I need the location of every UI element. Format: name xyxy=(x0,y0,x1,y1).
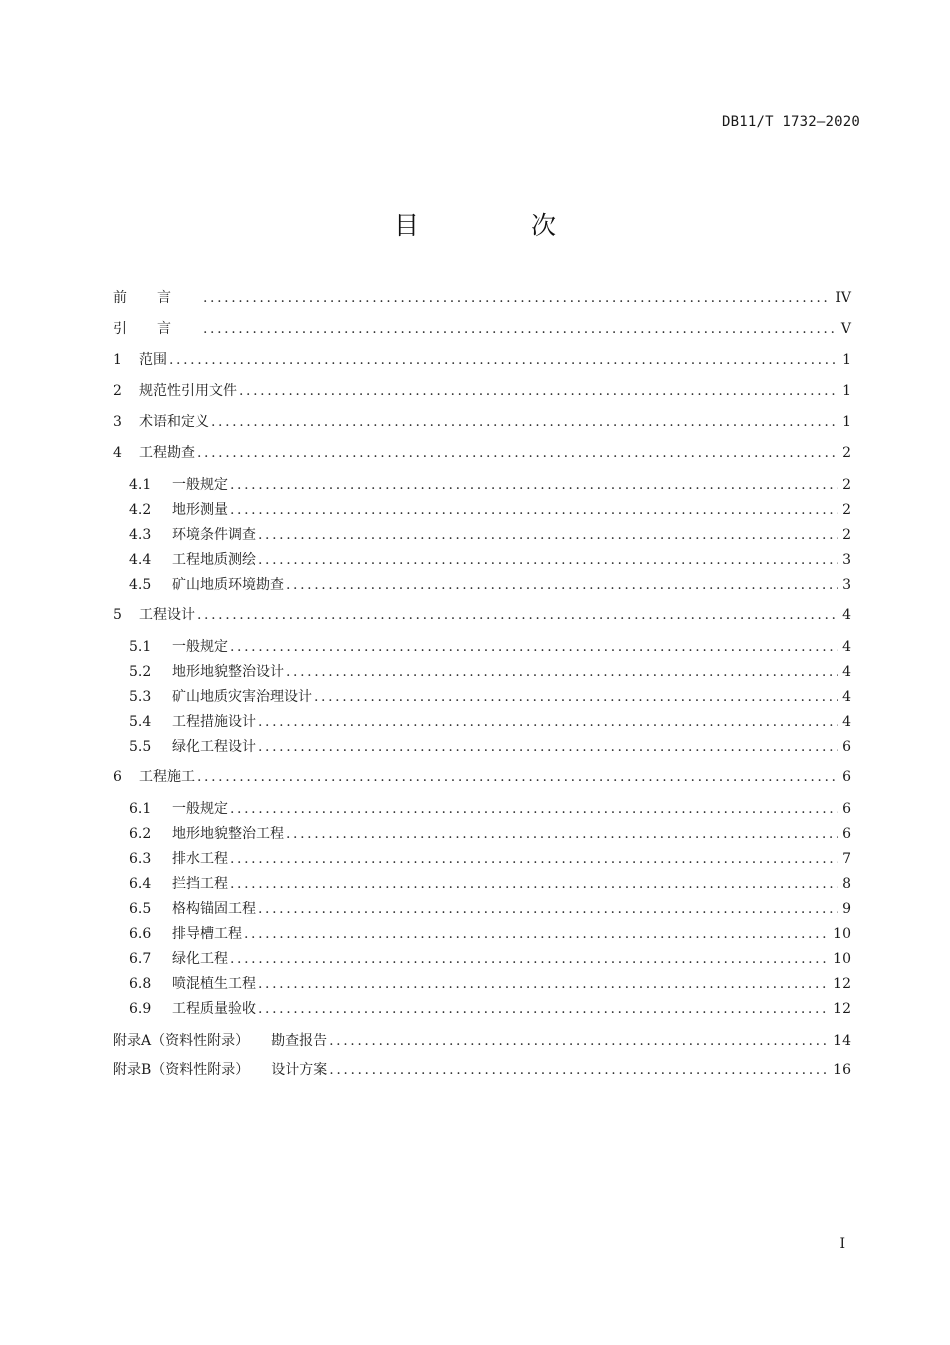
toc-leader-dots xyxy=(230,476,838,494)
toc-entry-label: 绿化工程设计 xyxy=(172,739,256,755)
toc-entry-label: 格构锚固工程 xyxy=(172,901,256,917)
toc-subentry[interactable] xyxy=(113,501,851,526)
toc-leader-dots xyxy=(286,825,838,843)
toc-entry-number: 6.4 xyxy=(129,876,152,892)
toc-entry-page: 16 xyxy=(833,1062,851,1078)
toc-entry-page: 12 xyxy=(833,1001,851,1017)
toc-entry-number: 6.8 xyxy=(129,976,152,992)
toc-leader-dots xyxy=(258,1000,829,1018)
toc-entry-label: 前言 xyxy=(113,290,201,306)
toc-leader-dots xyxy=(197,768,838,786)
toc-leader-dots xyxy=(203,320,837,338)
toc-entry-page: 2 xyxy=(842,477,851,493)
toc-entry-number: 6.3 xyxy=(129,851,152,867)
toc-entry-label: 设计方案 xyxy=(271,1062,328,1078)
toc-entry-number: 5.4 xyxy=(129,714,152,730)
toc-entry-page: 4 xyxy=(842,639,851,655)
toc-entry-page: 1 xyxy=(842,414,851,430)
toc-entry-label: 矿山地质环境勘查 xyxy=(172,577,284,593)
toc-leader-dots xyxy=(258,900,838,918)
toc-entry-label: 矿山地质灾害治理设计 xyxy=(172,689,312,705)
toc-subentry[interactable] xyxy=(113,576,851,601)
toc-entry-number: 4.5 xyxy=(129,577,152,593)
toc-entry-page: 4 xyxy=(842,664,851,680)
toc-leader-dots xyxy=(211,413,838,431)
toc-subentry[interactable] xyxy=(113,738,851,763)
toc-entry[interactable] xyxy=(113,763,851,794)
page-number: I xyxy=(839,1236,845,1252)
toc-leader-dots xyxy=(258,713,838,731)
toc-annex-prefix: 附录A（资料性附录） xyxy=(113,1033,250,1049)
toc-subentry[interactable] xyxy=(113,794,851,825)
toc-subentry[interactable] xyxy=(113,688,851,713)
toc-entry-page: 2 xyxy=(842,445,851,461)
toc-entry-page: V xyxy=(840,321,851,337)
toc-entry-page: 8 xyxy=(842,876,851,892)
toc-leader-dots xyxy=(230,501,838,519)
toc-entry[interactable] xyxy=(113,439,851,470)
toc-entry-label: 喷混植生工程 xyxy=(172,976,256,992)
toc-entry-label: 一般规定 xyxy=(172,801,228,817)
toc-entry-page: 1 xyxy=(842,352,851,368)
toc-subentry[interactable] xyxy=(113,632,851,663)
toc-entry-label: 工程地质测绘 xyxy=(172,552,256,568)
toc-entry-page: IV xyxy=(835,290,851,306)
toc-leader-dots xyxy=(230,850,838,868)
toc-entry-foreword[interactable] xyxy=(113,284,851,315)
toc-entry-page: 3 xyxy=(842,552,851,568)
toc-entry-label: 一般规定 xyxy=(172,639,228,655)
toc-leader-dots xyxy=(230,950,829,968)
toc-entry-page: 6 xyxy=(842,769,851,785)
toc-leader-dots xyxy=(244,925,829,943)
toc-leader-dots xyxy=(329,1061,829,1079)
toc-entry-label: 范围 xyxy=(139,352,167,368)
toc-entry[interactable] xyxy=(113,601,851,632)
toc-entry-page: 12 xyxy=(833,976,851,992)
toc-entry-page: 6 xyxy=(842,826,851,842)
toc-leader-dots xyxy=(197,606,838,624)
toc-entry-number: 4 xyxy=(113,445,122,461)
toc-entry-label: 绿化工程 xyxy=(172,951,228,967)
toc-entry-page: 4 xyxy=(842,607,851,623)
toc-leader-dots xyxy=(230,638,838,656)
toc-entry[interactable] xyxy=(113,377,851,408)
toc-subentry[interactable] xyxy=(113,975,851,1000)
toc-entry-page: 2 xyxy=(842,527,851,543)
toc-leader-dots xyxy=(169,351,838,369)
toc-entry-page: 6 xyxy=(842,739,851,755)
toc-entry-label: 工程施工 xyxy=(139,769,195,785)
toc-entry-number: 6 xyxy=(113,769,122,785)
toc-entry-label: 工程设计 xyxy=(139,607,195,623)
toc-leader-dots xyxy=(258,738,838,756)
toc-entry-page: 10 xyxy=(833,951,851,967)
toc-entry-number: 6.1 xyxy=(129,801,152,817)
toc-entry-number: 4.2 xyxy=(129,502,152,518)
toc-annex-prefix: 附录B（资料性附录） xyxy=(113,1062,250,1078)
toc-entry-number: 1 xyxy=(113,352,122,368)
toc-entry-number: 5.1 xyxy=(129,639,152,655)
toc-entry-label: 地形地貌整治工程 xyxy=(172,826,284,842)
toc-subentry[interactable] xyxy=(113,663,851,688)
toc-entry-label: 勘查报告 xyxy=(271,1033,328,1049)
toc-leader-dots xyxy=(258,551,838,569)
toc-subentry[interactable] xyxy=(113,825,851,850)
toc-entry-number: 5.2 xyxy=(129,664,152,680)
toc-entry-number: 4.4 xyxy=(129,552,152,568)
toc-subentry[interactable] xyxy=(113,850,851,875)
toc-entry-label: 地形地貌整治设计 xyxy=(172,664,284,680)
toc-entry-number: 6.7 xyxy=(129,951,152,967)
toc-subentry[interactable] xyxy=(113,526,851,551)
toc-entry-label: 环境条件调查 xyxy=(172,527,256,543)
toc-entry-page: 2 xyxy=(842,502,851,518)
toc-leader-dots xyxy=(230,800,838,818)
toc-entry-number: 2 xyxy=(113,383,122,399)
toc-title: 目 次 xyxy=(394,211,608,240)
toc-subentry[interactable] xyxy=(113,925,851,950)
toc-entry-number: 4.3 xyxy=(129,527,152,543)
document-code: DB11/T 1732—2020 xyxy=(721,114,860,130)
toc-entry-label: 排水工程 xyxy=(172,851,228,867)
toc-entry-page: 3 xyxy=(842,577,851,593)
toc-entry-label: 工程措施设计 xyxy=(172,714,256,730)
toc-subentry[interactable] xyxy=(113,551,851,576)
toc-leader-dots xyxy=(286,576,838,594)
toc-entry-label: 地形测量 xyxy=(172,502,228,518)
toc-entry[interactable] xyxy=(113,408,851,439)
toc-entry-annex-b[interactable] xyxy=(113,1056,851,1087)
toc-entry-page: 4 xyxy=(842,689,851,705)
toc-subentry[interactable] xyxy=(113,1000,851,1025)
toc-entry-number: 3 xyxy=(113,414,122,430)
toc-entry-number: 5 xyxy=(113,607,122,623)
toc-entry-number: 5.3 xyxy=(129,689,152,705)
toc-leader-dots xyxy=(286,663,838,681)
toc-leader-dots xyxy=(230,875,838,893)
table-of-contents xyxy=(113,284,851,1087)
toc-entry-label: 工程勘查 xyxy=(139,445,195,461)
toc-leader-dots xyxy=(239,382,838,400)
toc-entry-label: 排导槽工程 xyxy=(172,926,242,942)
toc-entry-label: 拦挡工程 xyxy=(172,876,228,892)
toc-entry-label: 规范性引用文件 xyxy=(139,383,237,399)
toc-entry-label: 引言 xyxy=(113,321,201,337)
toc-entry-page: 14 xyxy=(833,1033,851,1049)
toc-entry-page: 1 xyxy=(842,383,851,399)
toc-leader-dots xyxy=(258,975,829,993)
toc-entry-number: 5.5 xyxy=(129,739,152,755)
toc-entry[interactable] xyxy=(113,346,851,377)
toc-leader-dots xyxy=(197,444,838,462)
toc-entry-number: 6.5 xyxy=(129,901,152,917)
toc-entry-page: 9 xyxy=(842,901,851,917)
toc-leader-dots xyxy=(329,1032,829,1050)
toc-entry-page: 4 xyxy=(842,714,851,730)
toc-subentry[interactable] xyxy=(113,713,851,738)
toc-entry-annex-a[interactable] xyxy=(113,1025,851,1056)
toc-entry-number: 6.2 xyxy=(129,826,152,842)
toc-leader-dots xyxy=(314,688,838,706)
toc-entry-number: 6.9 xyxy=(129,1001,152,1017)
toc-entry-introduction[interactable] xyxy=(113,315,851,346)
toc-subentry[interactable] xyxy=(113,900,851,925)
toc-entry-page: 7 xyxy=(842,851,851,867)
toc-entry-page: 6 xyxy=(842,801,851,817)
toc-entry-label: 一般规定 xyxy=(172,477,228,493)
toc-subentry[interactable] xyxy=(113,875,851,900)
toc-entry-label: 术语和定义 xyxy=(139,414,209,430)
toc-entry-number: 4.1 xyxy=(129,477,152,493)
toc-subentry[interactable] xyxy=(113,470,851,501)
toc-entry-page: 10 xyxy=(833,926,851,942)
toc-leader-dots xyxy=(258,526,838,544)
toc-subentry[interactable] xyxy=(113,950,851,975)
toc-entry-number: 6.6 xyxy=(129,926,152,942)
toc-leader-dots xyxy=(203,289,831,307)
toc-entry-label: 工程质量验收 xyxy=(172,1001,256,1017)
